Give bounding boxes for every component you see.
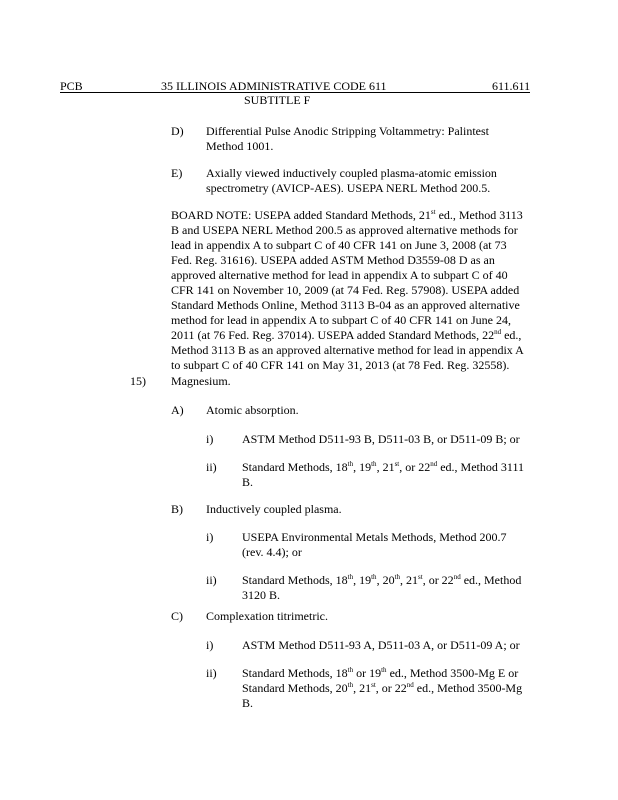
- board-note-line: approved alternative method for lead in appendix A to subpart C of 40: [171, 268, 508, 282]
- item-d-line2: Method 1001.: [206, 139, 274, 153]
- header-center: 35 ILLINOIS ADMINISTRATIVE CODE 611: [161, 79, 387, 93]
- board-note-line: Method 3113 B as an approved alternative method for lead in appendix A: [171, 343, 524, 357]
- item-a-label: A): [171, 403, 184, 417]
- item-b-label: B): [171, 502, 183, 516]
- item-c-i-label: i): [206, 638, 214, 652]
- item-b-ii-label: ii): [206, 573, 217, 587]
- item-c-i-text: ASTM Method D511-93 A, D511-03 A, or D511-09 A; or: [242, 638, 520, 652]
- item-e-line2: spectrometry (AVICP-AES). USEPA NERL Method 200.5.: [206, 181, 491, 195]
- item-a-title: Atomic absorption.: [206, 403, 299, 417]
- item-15-title: Magnesium.: [171, 374, 231, 388]
- item-c-title: Complexation titrimetric.: [206, 609, 328, 623]
- board-note-line: to subpart C of 40 CFR 141 on May 31, 2013 (at 78 Fed. Reg. 32558).: [171, 358, 510, 372]
- item-e-label: E): [171, 166, 183, 180]
- board-note: [171, 208, 541, 373]
- board-note-line: B and USEPA NERL Method 200.5 as approved alternative methods for: [171, 223, 518, 237]
- board-note-line: 2011 (at 76 Fed. Reg. 37014). USEPA added Standard Methods, 22nd ed.,: [171, 328, 522, 342]
- item-d-text: [206, 124, 489, 154]
- item-c-ii-text: Standard Methods, 18th or 19th ed., Method 3500-Mg E or Standard Methods, 20th, 21st, or 22nd ed., Method 3500-Mg B.: [242, 666, 523, 710]
- board-note-line: Fed. Reg. 31616). USEPA added ASTM Method D3559-08 D as an: [171, 253, 495, 267]
- board-note-line: BOARD NOTE: USEPA added Standard Methods, 21st ed., Method 3113: [171, 208, 523, 222]
- item-d-line1: Differential Pulse Anodic Stripping Voltammetry: Palintest: [206, 124, 489, 138]
- board-note-line: lead in appendix A to subpart C of 40 CFR 141 on June 3, 2008 (at 73: [171, 238, 507, 252]
- board-note-line: Standard Methods Online, Method 3113 B-04 as an approved alternative: [171, 298, 520, 312]
- item-a-ii-label: ii): [206, 460, 217, 474]
- board-note-line: CFR 141 on November 10, 2009 (at 74 Fed. Reg. 57908). USEPA added: [171, 283, 520, 297]
- item-d-label: D): [171, 124, 184, 138]
- item-a-i-text: ASTM Method D511-93 B, D511-03 B, or D511-09 B; or: [242, 432, 520, 446]
- item-a-i-label: i): [206, 432, 214, 446]
- item-c-label: C): [171, 609, 183, 623]
- item-b-i-label: i): [206, 530, 214, 544]
- item-15-number: 15): [130, 374, 146, 388]
- header-left: PCB: [60, 79, 83, 93]
- item-a-ii-text: Standard Methods, 18th, 19th, 21st, or 22nd ed., Method 3111 B.: [242, 460, 524, 489]
- board-note-line: method for lead in appendix A to subpart C of 40 CFR 141 on June 24,: [171, 313, 511, 327]
- header-subtitle: SUBTITLE F: [244, 93, 311, 107]
- item-b-ii-text: Standard Methods, 18th, 19th, 20th, 21st, or 22nd ed., Method 3120 B.: [242, 573, 522, 602]
- item-e-line1: Axially viewed inductively coupled plasma-atomic emission: [206, 166, 497, 180]
- item-b-i-text: USEPA Environmental Metals Methods, Method 200.7 (rev. 4.4); or: [242, 530, 507, 559]
- item-e-text: [206, 166, 497, 196]
- header-right: 611.611: [492, 79, 531, 93]
- item-b-title: Inductively coupled plasma.: [206, 502, 342, 516]
- item-c-ii-label: ii): [206, 666, 217, 680]
